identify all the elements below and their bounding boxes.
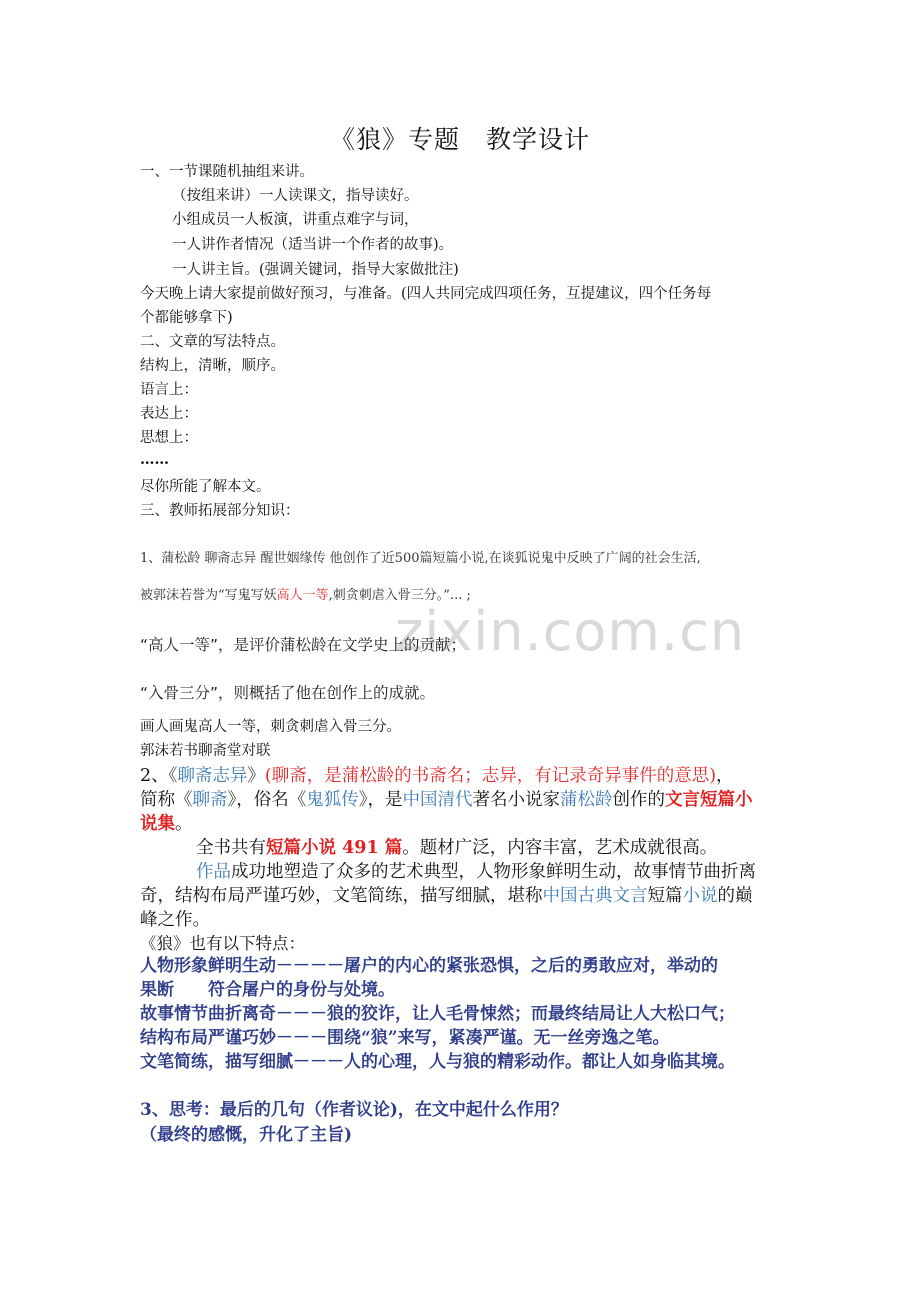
ellipsis-line: ……: [140, 451, 169, 468]
watermark: zixin.com.cn: [395, 600, 746, 663]
text-line: 个都能够拿下): [140, 310, 233, 326]
text-span: 》: [247, 766, 265, 786]
link-text[interactable]: 小说: [682, 886, 718, 906]
feature-line: 人物形象鲜明生动－－－－屠户的内心的紧张恐惧，之后的勇敢应对，举动的: [140, 956, 718, 976]
text-span: 的巅: [717, 886, 753, 906]
feature-line: 故事情节曲折离奇－－－狼的狡诈，让人毛骨悚然；而最终结局让人大松口气；: [140, 1004, 735, 1024]
text-span: 短篇: [647, 886, 683, 906]
text-span: 全书共有: [196, 838, 266, 858]
guo-moruo-praise-line: [140, 587, 471, 605]
text-line: 思想上：: [140, 430, 198, 446]
think-question: 3、思考：最后的几句（作者议论)，在文中起什么作用？: [140, 1100, 568, 1120]
text-line: 一人讲作者情况（适当讲一个作者的故事)。: [172, 237, 454, 253]
text-span: 》，是: [358, 790, 403, 810]
section-1-heading: 一、一节课随机抽组来讲。: [140, 164, 314, 180]
liaozhai-line-5: [196, 860, 756, 884]
text-span: 创作的: [612, 790, 665, 810]
text-span: 。题材广泛，内容丰富，艺术成就很高。: [402, 838, 718, 858]
liaozhai-line-4: [196, 836, 717, 860]
feature-line: 果断 符合屠户的身份与处境。: [140, 980, 395, 1000]
pu-songling-line: 1、蒲松龄 聊斋志异 醒世姻缘传 他创作了近500篇短篇小说,在谈狐说鬼中反映了广阔的社会生活,: [140, 551, 701, 566]
link-text[interactable]: 作品: [196, 862, 231, 882]
liaozhai-line-1: [140, 764, 734, 788]
highlight-text: 短篇小说 491 篇: [266, 838, 403, 858]
highlight-text: (聊斋，是蒲松龄的书斋名；志异，有记录奇异事件的意思): [264, 766, 717, 786]
link-text[interactable]: 鬼狐传: [306, 790, 359, 810]
text-span: 成功地塑造了众多的艺术典型，人物形象鲜明生动，故事情节曲折离: [231, 862, 756, 882]
feature-line: 文笔简练，描写细腻－－－人的心理，人与狼的精彩动作。都让人如身临其境。: [140, 1052, 735, 1072]
text-line: 今天晚上请大家提前做好预习，与准备。(四人共同完成四项任务，互提建议，四个任务每: [140, 286, 712, 302]
feature-line: 结构布局严谨巧妙－－－围绕“狼”来写，紧凑严谨。无一丝旁逸之笔。: [140, 1028, 670, 1048]
text-line: （按组来讲）一人读课文，指导读好。: [172, 188, 419, 204]
link-text[interactable]: 中国古典文言: [542, 886, 648, 906]
section-3-heading: 三、教师拓展部分知识：: [140, 503, 300, 519]
highlight-text: 高人一等: [276, 588, 329, 603]
text-span: ，: [716, 766, 734, 786]
wolf-features-heading: 《狼》也有以下特点：: [140, 934, 305, 953]
text-span: 。: [175, 814, 193, 834]
text-line: 尽你所能了解本文。: [140, 479, 271, 495]
highlight-text: 说集: [140, 814, 175, 834]
liaozhai-line-7: 峰之作。: [140, 910, 210, 930]
text-span: 》，俗名《: [227, 790, 307, 810]
page-title: 《狼》专题 教学设计: [329, 125, 590, 154]
text-span: ,刺贪刺虐入骨三分。”... ;: [328, 588, 471, 603]
text-span: 简称《: [140, 790, 193, 810]
couplet-caption: 郭沫若书聊斋堂对联: [140, 743, 271, 759]
text-span: 被郭沫若誉为“写鬼写妖: [140, 588, 277, 603]
think-answer: （最终的感慨，升化了主旨): [140, 1125, 353, 1145]
liaozhai-line-2: [140, 788, 753, 812]
text-span: 奇，结构布局严谨巧妙，文笔简练，描写细腻，堪称: [140, 886, 543, 906]
text-line: 结构上，清晰，顺序。: [140, 358, 285, 374]
link-text[interactable]: 中国清代: [402, 790, 473, 810]
couplet-line: 画人画鬼高人一等，刺贪刺虐入骨三分。: [140, 719, 401, 735]
liaozhai-line-6: [140, 884, 753, 908]
quote-line: “高人一等”，是评价蒲松龄在文学史上的贡献；: [140, 636, 467, 654]
text-line: 小组成员一人板演，讲重点难字与词，: [172, 212, 419, 228]
text-span: 著名小说家: [472, 790, 560, 810]
liaozhai-line-3: [140, 812, 193, 836]
highlight-text: 文言短篇小: [665, 790, 753, 810]
link-text[interactable]: 蒲松龄: [560, 790, 613, 810]
text-line: 语言上：: [140, 382, 198, 398]
quote-line: “入骨三分”，则概括了他在创作上的成就。: [140, 684, 436, 702]
text-span: 2、《: [140, 766, 178, 786]
text-line: 表达上：: [140, 406, 198, 422]
section-2-heading: 二、文章的写法特点。: [140, 334, 285, 350]
link-text[interactable]: 聊斋: [192, 790, 228, 810]
link-text[interactable]: 聊斋志异: [177, 766, 248, 786]
text-line: 一人讲主旨。(强调关键词，指导大家做批注): [172, 262, 459, 278]
